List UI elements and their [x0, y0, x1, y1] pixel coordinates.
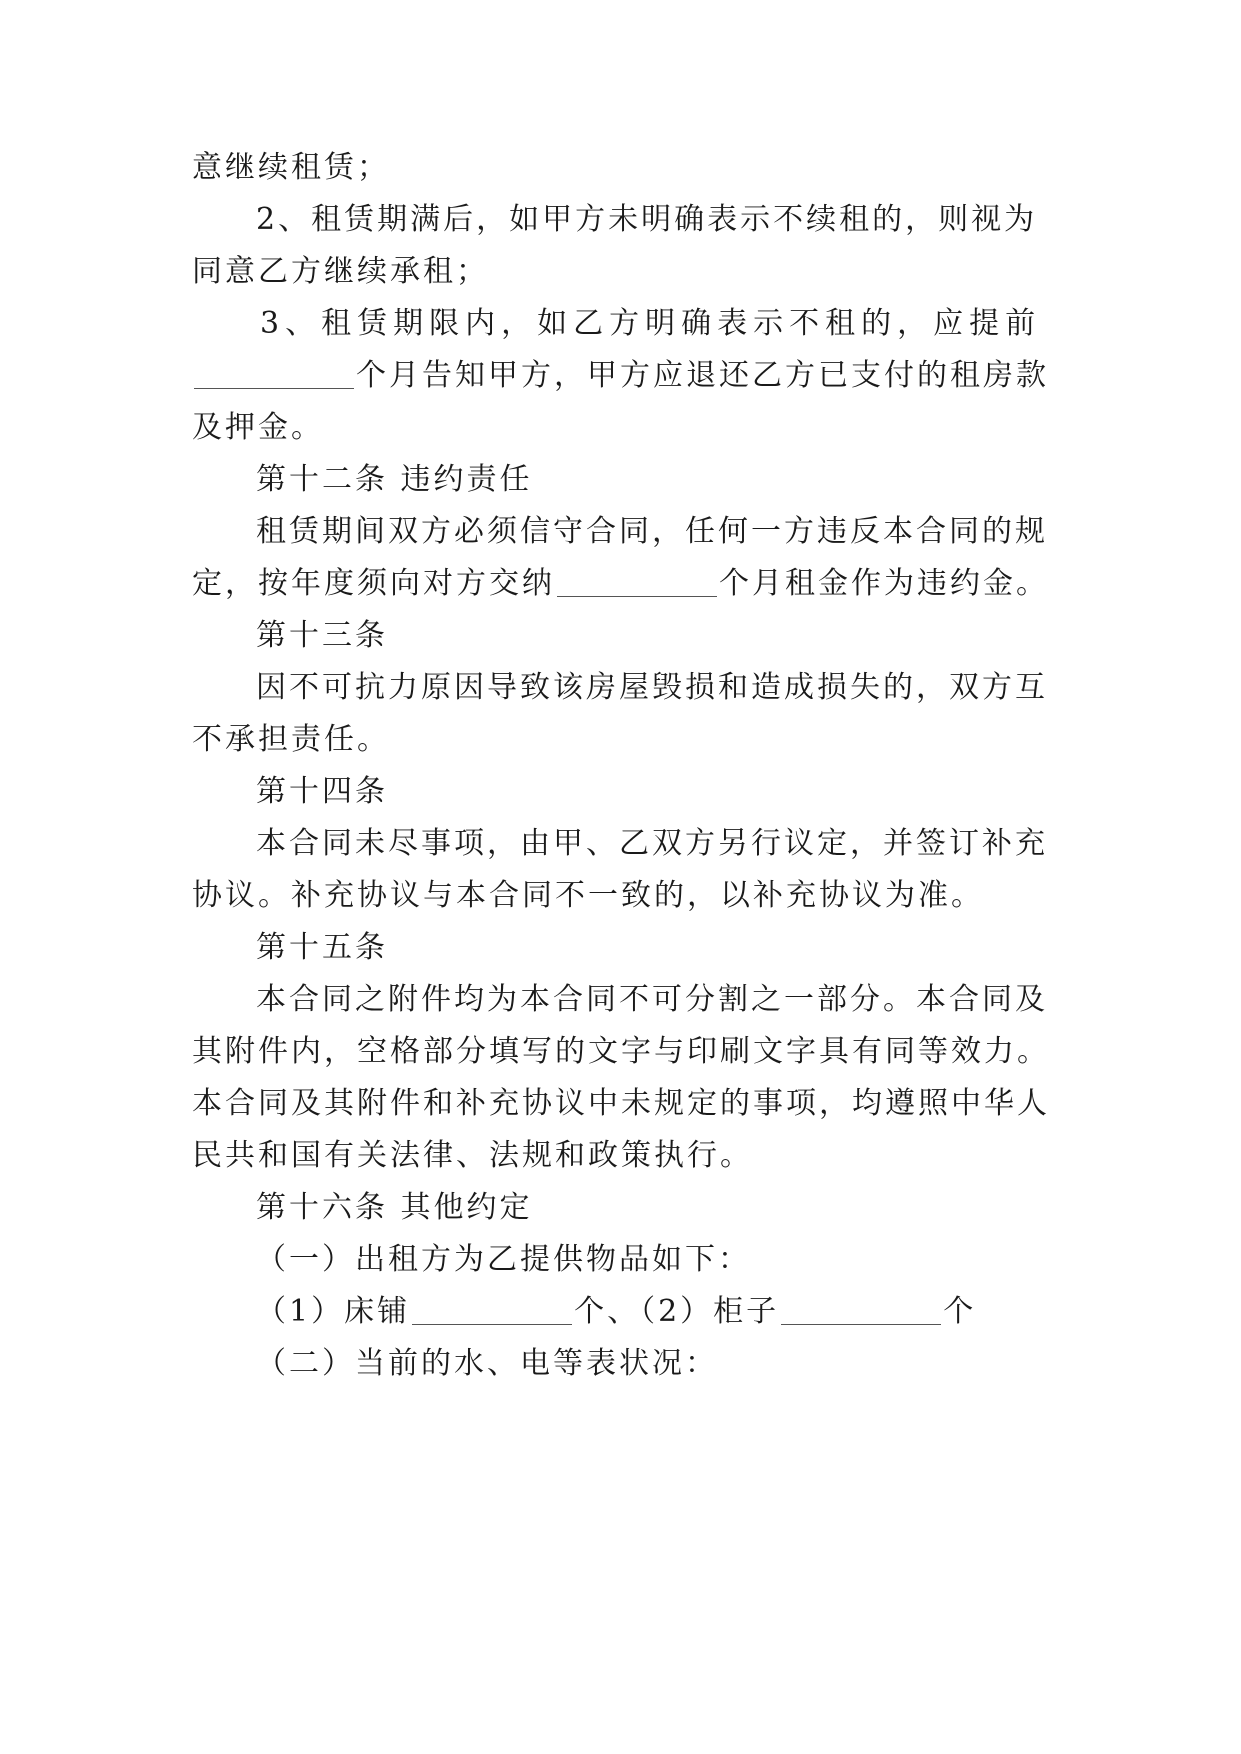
fill-in-blank: [194, 360, 354, 389]
fill-in-blank: [412, 1296, 572, 1325]
line-text: 个、（2）柜子: [574, 1294, 780, 1329]
section-heading: 第十四条: [256, 774, 388, 809]
line-text: （1）床铺: [256, 1294, 411, 1329]
section-heading: 第十五条: [256, 930, 388, 965]
paragraph-line: 不承担责任。: [192, 722, 390, 757]
line-text: 个月告知甲方，甲方应退还乙方已支付的租房款: [356, 358, 1049, 393]
paragraph-line: 意继续租赁；: [192, 150, 390, 185]
paragraph-line: 3、租赁期限内，如乙方明确表示不租的，应提前: [260, 306, 1042, 341]
paragraph-line: [192, 356, 1049, 396]
paragraph-line: （二）当前的水、电等表状况：: [256, 1346, 718, 1381]
paragraph-line: 其附件内，空格部分填写的文字与印刷文字具有同等效力。: [192, 1034, 1050, 1069]
section-heading: 第十二条 违约责任: [256, 462, 533, 497]
line-text: 个月租金作为违约金。: [719, 566, 1049, 601]
fill-in-blank: [557, 568, 717, 597]
paragraph-line: 2、租赁期满后，如甲方未明确表示不续租的，则视为: [256, 202, 1038, 237]
paragraph-line: 因不可抗力原因导致该房屋毁损和造成损失的，双方互: [256, 670, 1048, 705]
paragraph-line: 本合同之附件均为本合同不可分割之一部分。本合同及: [256, 982, 1048, 1017]
section-heading: 第十三条: [256, 618, 388, 653]
paragraph-line: [256, 1292, 976, 1332]
paragraph-line: 协议。补充协议与本合同不一致的，以补充协议为准。: [192, 878, 984, 913]
paragraph-line: [192, 564, 1049, 604]
paragraph-line: 及押金。: [192, 410, 324, 445]
section-heading: 第十六条 其他约定: [256, 1190, 533, 1225]
line-text: 个: [943, 1294, 977, 1329]
paragraph-line: 民共和国有关法律、法规和政策执行。: [192, 1138, 753, 1173]
paragraph-line: 同意乙方继续承租；: [192, 254, 489, 289]
fill-in-blank: [781, 1296, 941, 1325]
paragraph-line: 租赁期间双方必须信守合同，任何一方违反本合同的规: [256, 514, 1048, 549]
paragraph-line: 本合同未尽事项，由甲、乙双方另行议定，并签订补充: [256, 826, 1048, 861]
paragraph-line: （一）出租方为乙提供物品如下：: [256, 1242, 751, 1277]
line-text: 定，按年度须向对方交纳: [192, 566, 555, 601]
paragraph-line: 本合同及其附件和补充协议中未规定的事项，均遵照中华人: [192, 1086, 1050, 1121]
